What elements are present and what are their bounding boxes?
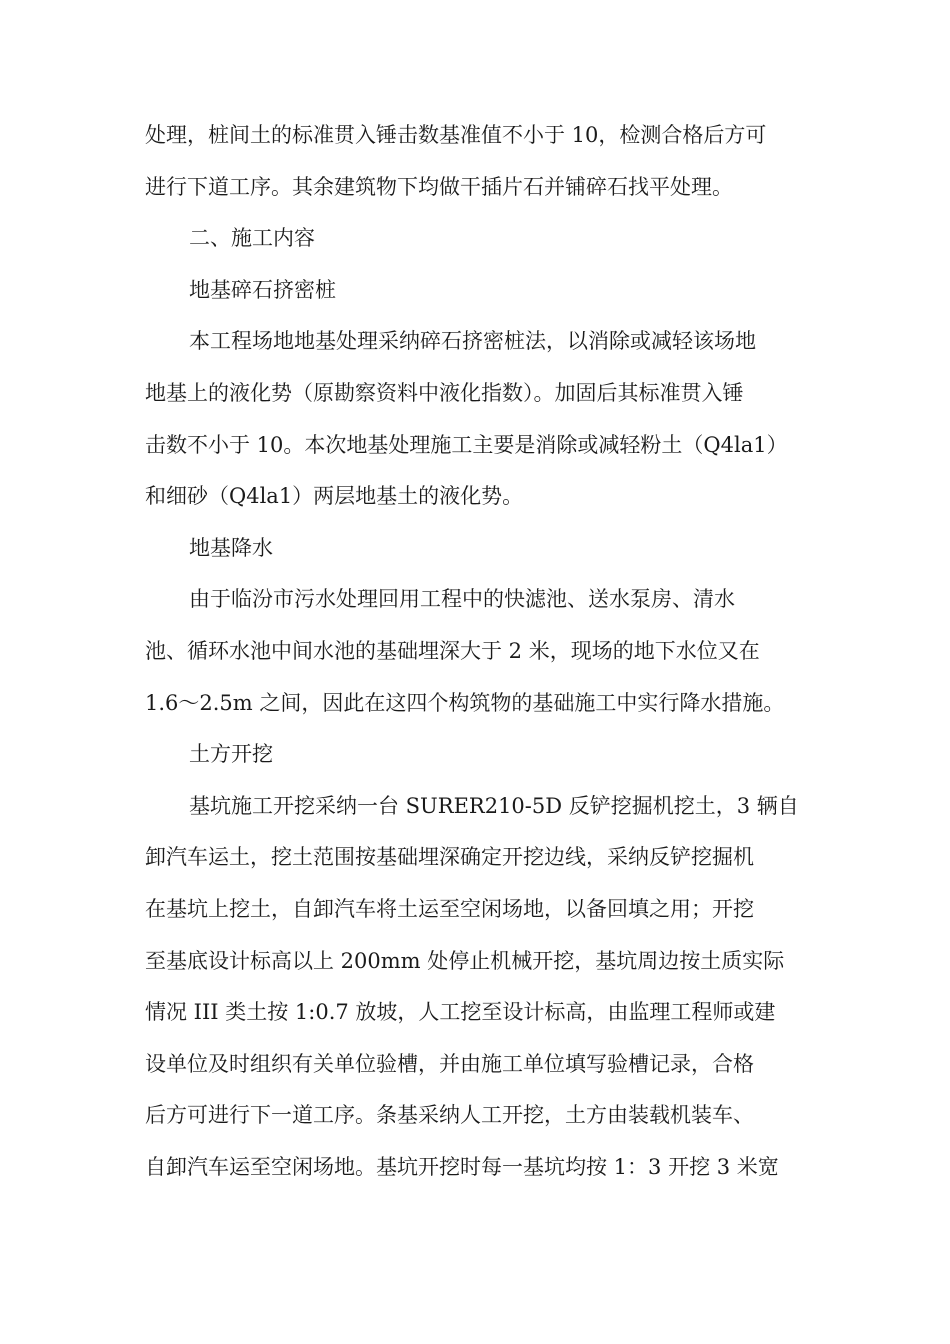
text-line: 基坑施工开挖采纳一台 SURER210-5D 反铲挖掘机挖土，3 辆自 (189, 793, 799, 818)
text-line: 在基坑上挖土，自卸汽车将土运至空闲场地，以备回填之用；开挖 (145, 896, 754, 921)
text-line: 进行下道工序。其余建筑物下均做干插片石并铺碎石找平处理。 (145, 174, 733, 199)
section-heading: 二、施工内容 (189, 226, 315, 251)
text-line: 地基上的液化势（原勘察资料中液化指数）。加固后其标准贯入锤 (145, 380, 744, 405)
text-line: 本工程场地地基处理采纳碎石挤密桩法，以消除或减轻该场地 (189, 329, 756, 354)
text-line: 至基底设计标高以上 200mm 处停止机械开挖，基坑周边按土质实际 (145, 948, 785, 973)
text-line: 处理，桩间土的标准贯入锤击数基准值不小于 10，检测合格后方可 (145, 123, 767, 147)
subsection-heading: 地基降水 (189, 535, 273, 560)
text-line: 自卸汽车运至空闲场地。基坑开挖时每一基坑均按 1：3 开挖 3 米宽 (145, 1154, 779, 1179)
text-line: 卸汽车运土，挖土范围按基础埋深确定开挖边线，采纳反铲挖掘机 (145, 845, 754, 870)
subsection-heading: 地基碎石挤密桩 (189, 277, 336, 302)
text-line: 设单位及时组织有关单位验槽，并由施工单位填写验槽记录，合格 (145, 1051, 754, 1076)
text-line: 和细砂（Q4la1）两层地基土的液化势。 (145, 484, 524, 509)
subsection-heading: 土方开挖 (189, 742, 273, 767)
text-line: 后方可进行下一道工序。条基采纳人工开挖，土方由装载机装车、 (145, 1103, 754, 1128)
text-line: 由于临汾市污水处理回用工程中的快滤池、送水泵房、清水 (189, 587, 735, 612)
text-line: 击数不小于 10。本次地基处理施工主要是消除或减轻粉土（Q4la1） (145, 432, 788, 457)
text-line: 池、循环水池中间水池的基础埋深大于 2 米，现场的地下水位又在 (145, 638, 760, 663)
text-line: 1.6～2.5m 之间，因此在这四个构筑物的基础施工中实行降水措施。 (145, 690, 785, 715)
text-line: 情况 III 类土按 1:0.7 放坡，人工挖至设计标高，由监理工程师或建 (145, 1000, 776, 1025)
document-body (145, 110, 805, 1193)
